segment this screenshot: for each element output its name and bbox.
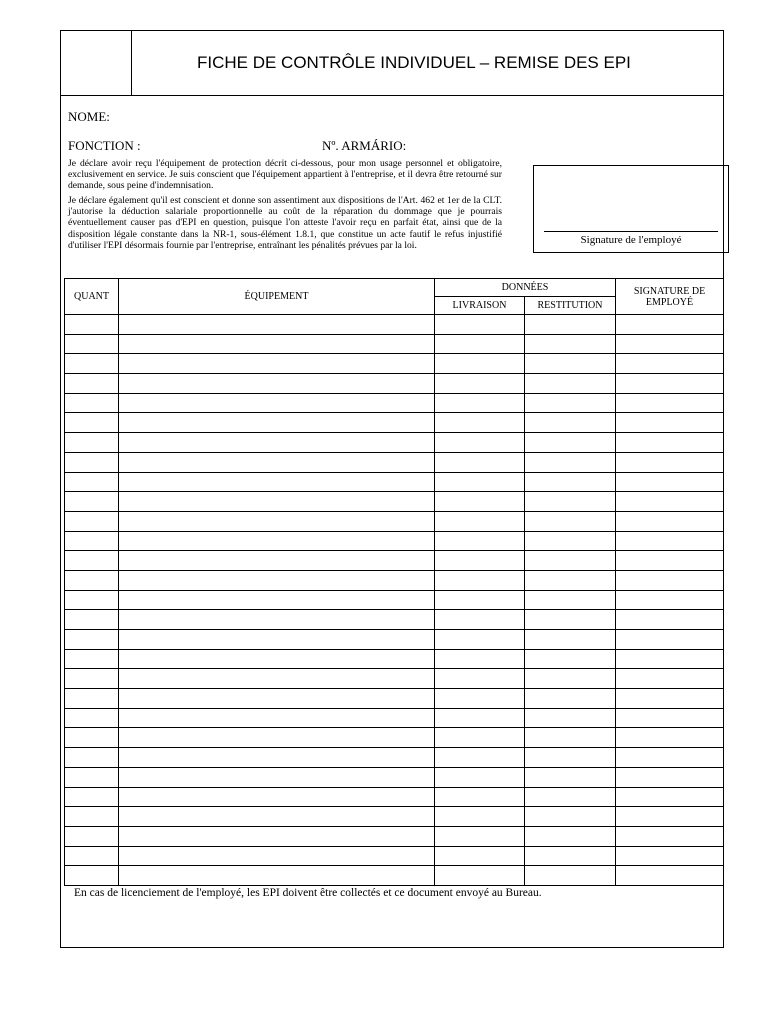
table-row	[65, 315, 724, 335]
table-row	[65, 570, 724, 590]
equipment-cell[interactable]	[119, 551, 435, 571]
employee-signature-box[interactable]	[533, 165, 729, 253]
col-livraison-header: LIVRAISON	[435, 297, 525, 315]
table-row	[65, 708, 724, 728]
equipment-cell[interactable]	[119, 787, 435, 807]
livraison-cell[interactable]	[435, 511, 525, 531]
quant-cell[interactable]	[65, 570, 119, 590]
signature-cell[interactable]	[616, 787, 724, 807]
table-row	[65, 393, 724, 413]
restitution-cell[interactable]	[525, 531, 616, 551]
quant-cell[interactable]	[65, 590, 119, 610]
quant-cell[interactable]	[65, 689, 119, 709]
quant-cell[interactable]	[65, 452, 119, 472]
equipment-cell[interactable]	[119, 590, 435, 610]
quant-cell[interactable]	[65, 787, 119, 807]
nome-label: NOME:	[68, 109, 110, 124]
livraison-cell[interactable]	[435, 334, 525, 354]
equipment-cell[interactable]	[119, 689, 435, 709]
livraison-cell[interactable]	[435, 590, 525, 610]
restitution-cell[interactable]	[525, 728, 616, 748]
quant-cell[interactable]	[65, 393, 119, 413]
table-row	[65, 807, 724, 827]
table-row	[65, 472, 724, 492]
restitution-cell[interactable]	[525, 492, 616, 512]
table-row	[65, 669, 724, 689]
restitution-cell[interactable]	[525, 669, 616, 689]
restitution-cell[interactable]	[525, 748, 616, 768]
equipment-cell[interactable]	[119, 826, 435, 846]
quant-cell[interactable]	[65, 472, 119, 492]
form-frame	[60, 30, 724, 948]
equipment-cell[interactable]	[119, 630, 435, 650]
livraison-cell[interactable]	[435, 570, 525, 590]
equipment-cell[interactable]	[119, 846, 435, 866]
equipment-cell[interactable]	[119, 452, 435, 472]
restitution-cell[interactable]	[525, 649, 616, 669]
quant-cell[interactable]	[65, 669, 119, 689]
restitution-cell[interactable]	[525, 630, 616, 650]
signature-cell[interactable]	[616, 748, 724, 768]
declaration-paragraph-2: Je déclare également qu'il est conscient et donne son assentiment aux dispositions de l'Art. 462 et 1er de la CLT. j'autorise la déduction salariale proportionnelle au coût de la réparation du dommage que je pourrais éventuellement causer pas d'EPI en question, puisque l'on atteste l'avoir reçu en parfait état, ainsi que de la disposition légale constante dans la NR-1, sous-élément 1.8.1, que constitue un acte fautif le refus injustifié d'utiliser l'EPI désormais fournie par l'entreprise, entraînant les pénalités prévues par la loi.	[68, 195, 502, 251]
livraison-cell[interactable]	[435, 551, 525, 571]
restitution-cell[interactable]	[525, 570, 616, 590]
restitution-cell[interactable]	[525, 393, 616, 413]
quant-cell[interactable]	[65, 826, 119, 846]
restitution-cell[interactable]	[525, 590, 616, 610]
signature-cell[interactable]	[616, 866, 724, 886]
table-row	[65, 846, 724, 866]
equipment-cell[interactable]	[119, 610, 435, 630]
equipment-cell[interactable]	[119, 472, 435, 492]
signature-cell[interactable]	[616, 826, 724, 846]
quant-cell[interactable]	[65, 728, 119, 748]
col-restitution-header: RESTITUTION	[525, 297, 616, 315]
table-row	[65, 728, 724, 748]
equipment-cell[interactable]	[119, 708, 435, 728]
restitution-cell[interactable]	[525, 511, 616, 531]
restitution-cell[interactable]	[525, 807, 616, 827]
table-row	[65, 649, 724, 669]
quant-cell[interactable]	[65, 374, 119, 394]
livraison-cell[interactable]	[435, 866, 525, 886]
equipment-cell[interactable]	[119, 866, 435, 886]
quant-cell[interactable]	[65, 433, 119, 453]
livraison-cell[interactable]	[435, 630, 525, 650]
equipment-cell[interactable]	[119, 807, 435, 827]
equipment-cell[interactable]	[119, 354, 435, 374]
quant-cell[interactable]	[65, 649, 119, 669]
signature-cell[interactable]	[616, 452, 724, 472]
quant-cell[interactable]	[65, 334, 119, 354]
signature-cell[interactable]	[616, 413, 724, 433]
table-row	[65, 787, 724, 807]
signature-cell[interactable]	[616, 708, 724, 728]
quant-cell[interactable]	[65, 846, 119, 866]
table-row	[65, 374, 724, 394]
signature-cell[interactable]	[616, 334, 724, 354]
livraison-cell[interactable]	[435, 807, 525, 827]
table-row	[65, 413, 724, 433]
equipment-cell[interactable]	[119, 767, 435, 787]
table-row	[65, 748, 724, 768]
signature-cell[interactable]	[616, 531, 724, 551]
quant-cell[interactable]	[65, 748, 119, 768]
signature-cell[interactable]	[616, 590, 724, 610]
employee-signature-label: Signature de l'employé	[580, 234, 682, 246]
signature-line	[544, 231, 718, 232]
table-row	[65, 354, 724, 374]
quant-cell[interactable]	[65, 866, 119, 886]
equipment-cell[interactable]	[119, 649, 435, 669]
restitution-cell[interactable]	[525, 334, 616, 354]
form-title: FICHE DE CONTRÔLE INDIVIDUEL – REMISE DES EPI	[197, 53, 631, 72]
signature-cell[interactable]	[616, 728, 724, 748]
equipment-cell[interactable]	[119, 334, 435, 354]
signature-cell[interactable]	[616, 315, 724, 335]
signature-cell[interactable]	[616, 393, 724, 413]
quant-cell[interactable]	[65, 610, 119, 630]
restitution-cell[interactable]	[525, 374, 616, 394]
restitution-cell[interactable]	[525, 610, 616, 630]
header-row	[61, 31, 723, 96]
quant-cell[interactable]	[65, 807, 119, 827]
restitution-cell[interactable]	[525, 413, 616, 433]
armario-label: Nº. ARMÁRIO:	[322, 138, 407, 153]
quant-cell[interactable]	[65, 315, 119, 335]
signature-cell[interactable]	[616, 767, 724, 787]
footer-note: En cas de licenciement de l'employé, les EPI doivent être collectés et ce document envoyé au Bureau.	[74, 887, 542, 899]
livraison-cell[interactable]	[435, 669, 525, 689]
quant-cell[interactable]	[65, 531, 119, 551]
table-row	[65, 610, 724, 630]
signature-cell[interactable]	[616, 846, 724, 866]
signature-cell[interactable]	[616, 649, 724, 669]
restitution-cell[interactable]	[525, 315, 616, 335]
col-quant-header: QUANT	[65, 279, 119, 315]
signature-cell[interactable]	[616, 492, 724, 512]
quant-cell[interactable]	[65, 511, 119, 531]
quant-cell[interactable]	[65, 551, 119, 571]
table-row	[65, 531, 724, 551]
signature-cell[interactable]	[616, 689, 724, 709]
signature-cell[interactable]	[616, 433, 724, 453]
restitution-cell[interactable]	[525, 846, 616, 866]
signature-cell[interactable]	[616, 669, 724, 689]
signature-cell[interactable]	[616, 807, 724, 827]
equipment-cell[interactable]	[119, 393, 435, 413]
livraison-cell[interactable]	[435, 610, 525, 630]
livraison-cell[interactable]	[435, 492, 525, 512]
declaration-paragraph-1: Je déclare avoir reçu l'équipement de protection décrit ci-dessous, pour mon usage personnel et obligatoire, exclusivement en service. Je suis conscient que l'équipement appartient à l'entreprise, et il devra être retourné sur demande, sous peine d'indemnisation.	[68, 158, 502, 192]
livraison-cell[interactable]	[435, 413, 525, 433]
equipment-cell[interactable]	[119, 570, 435, 590]
equipment-cell[interactable]	[119, 669, 435, 689]
restitution-cell[interactable]	[525, 767, 616, 787]
equipment-cell[interactable]	[119, 492, 435, 512]
livraison-cell[interactable]	[435, 767, 525, 787]
livraison-cell[interactable]	[435, 433, 525, 453]
table-row	[65, 826, 724, 846]
equipment-cell[interactable]	[119, 728, 435, 748]
signature-cell[interactable]	[616, 610, 724, 630]
equipment-cell[interactable]	[119, 433, 435, 453]
livraison-cell[interactable]	[435, 826, 525, 846]
col-signature-header: SIGNATURE DE EMPLOYÉ	[616, 279, 724, 315]
livraison-cell[interactable]	[435, 452, 525, 472]
restitution-cell[interactable]	[525, 452, 616, 472]
quant-cell[interactable]	[65, 630, 119, 650]
table-body	[65, 315, 724, 886]
livraison-cell[interactable]	[435, 531, 525, 551]
logo-placeholder	[61, 31, 132, 96]
table-row	[65, 452, 724, 472]
signature-cell[interactable]	[616, 472, 724, 492]
table-row	[65, 590, 724, 610]
livraison-cell[interactable]	[435, 748, 525, 768]
equipment-cell[interactable]	[119, 315, 435, 335]
table-row	[65, 551, 724, 571]
table-row	[65, 492, 724, 512]
livraison-cell[interactable]	[435, 472, 525, 492]
livraison-cell[interactable]	[435, 728, 525, 748]
quant-cell[interactable]	[65, 767, 119, 787]
restitution-cell[interactable]	[525, 866, 616, 886]
equipment-cell[interactable]	[119, 531, 435, 551]
livraison-cell[interactable]	[435, 846, 525, 866]
equipment-cell[interactable]	[119, 374, 435, 394]
table-row	[65, 334, 724, 354]
signature-cell[interactable]	[616, 570, 724, 590]
livraison-cell[interactable]	[435, 708, 525, 728]
table-row	[65, 767, 724, 787]
equipment-cell[interactable]	[119, 413, 435, 433]
restitution-cell[interactable]	[525, 551, 616, 571]
livraison-cell[interactable]	[435, 393, 525, 413]
quant-cell[interactable]	[65, 492, 119, 512]
signature-cell[interactable]	[616, 511, 724, 531]
signature-cell[interactable]	[616, 551, 724, 571]
livraison-cell[interactable]	[435, 354, 525, 374]
table-row	[65, 511, 724, 531]
quant-cell[interactable]	[65, 708, 119, 728]
epi-table	[64, 278, 724, 886]
livraison-cell[interactable]	[435, 649, 525, 669]
restitution-cell[interactable]	[525, 826, 616, 846]
livraison-cell[interactable]	[435, 689, 525, 709]
livraison-cell[interactable]	[435, 315, 525, 335]
signature-cell[interactable]	[616, 630, 724, 650]
signature-cell[interactable]	[616, 374, 724, 394]
quant-cell[interactable]	[65, 354, 119, 374]
restitution-cell[interactable]	[525, 787, 616, 807]
restitution-cell[interactable]	[525, 689, 616, 709]
col-donnees-header: DONNÉES	[435, 279, 616, 297]
restitution-cell[interactable]	[525, 433, 616, 453]
restitution-cell[interactable]	[525, 472, 616, 492]
restitution-cell[interactable]	[525, 354, 616, 374]
signature-cell[interactable]	[616, 354, 724, 374]
table-row	[65, 689, 724, 709]
quant-cell[interactable]	[65, 413, 119, 433]
livraison-cell[interactable]	[435, 787, 525, 807]
table-row	[65, 433, 724, 453]
fonction-label: FONCTION :	[68, 138, 141, 153]
table-row	[65, 866, 724, 886]
col-equipment-header: ÉQUIPEMENT	[119, 279, 435, 315]
equipment-cell[interactable]	[119, 748, 435, 768]
table-row	[65, 630, 724, 650]
equipment-cell[interactable]	[119, 511, 435, 531]
livraison-cell[interactable]	[435, 374, 525, 394]
restitution-cell[interactable]	[525, 708, 616, 728]
